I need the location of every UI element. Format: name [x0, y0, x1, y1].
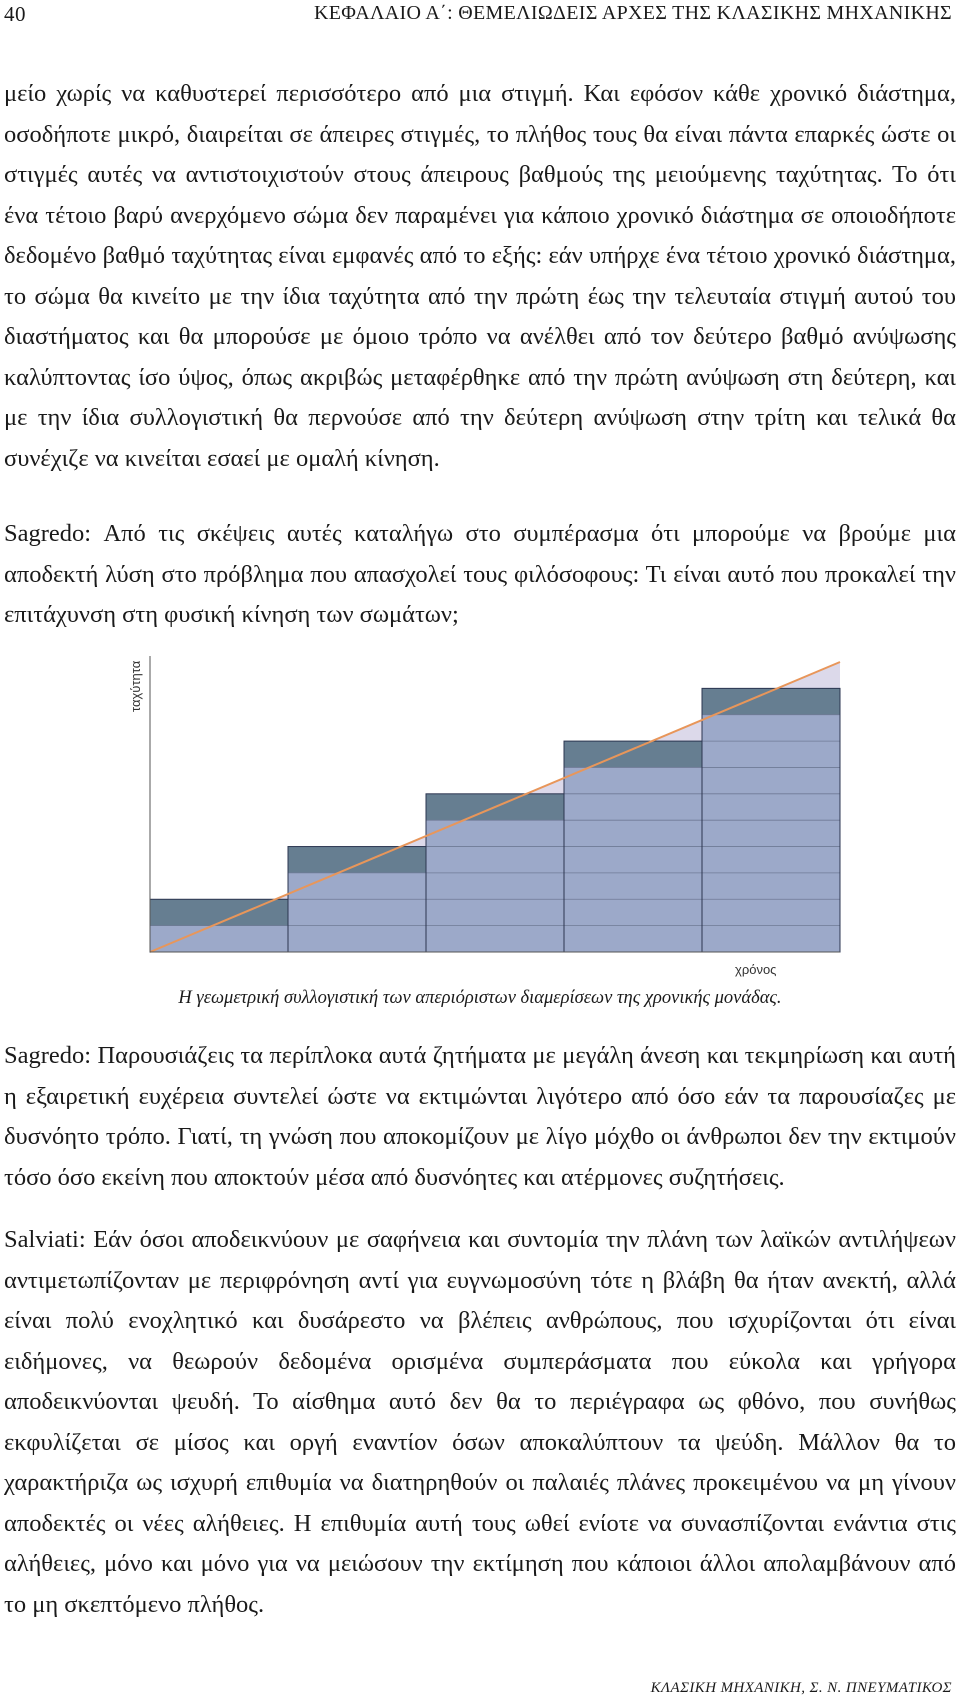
x-axis-label: χρόνος: [735, 962, 777, 977]
bar-step-2: [288, 847, 426, 873]
bar-step-4: [564, 741, 702, 767]
figure-caption: Η γεωμετρική συλλογιστική των απεριόριστων διαμερίσεων της χρονικής μονάδας.: [178, 988, 782, 1008]
speaker-label: Sagredo:: [4, 520, 92, 547]
page-header: [0, 0, 960, 56]
paragraph-text: Εάν όσοι αποδεικνύουν με σαφήνεια και συντομία την πλάνη των λαϊκών αντιλήψεων αντιμετωπίζονταν με περιφρόνηση αντί για ευγνωμοσύνη τότε η βλάβη θα ήταν ανεκτή, αλλά είναι πολύ ενοχλητικό και δυσάρεστο να βλέπεις ανθρώπους, που ισχυρίζονται ότι είναι ειδήμονες, να θεωρούν δεδομένα ορισμένα συμπεράσματα που εύκολα και γρήγορα αποδεικνύονται ψευδή. Το αίσθημα αυτό δεν θα το περιέγραφα ως φθόνο, που συνήθως εκφυλίζεται σε μίσος και οργή εναντίον όσων αποκαλύπτουν τα ψεύδη. Μάλλον θα το χαρακτήριζα ως ισχυρή επιθυμία να διατηρηθούν οι παλαιές πλάνες προκειμένου να μη γίνουν αποδεκτές οι νέες αλήθειες. Η επιθυμία αυτή τους ωθεί ενίοτε να συνασπίζονται ενάντια στις αλήθειες, μόνο και μόνο για να μειώσουν την εκτίμηση που κάποιοι άλλοι απολαμβάνουν από το μη σκεπτόμενο πλήθος.: [4, 1226, 956, 1618]
speaker-label: Sagredo:: [4, 1042, 92, 1069]
paragraph-2: [4, 514, 956, 636]
paragraph-4: [4, 1220, 956, 1625]
paragraph-text: Από τις σκέψεις αυτές καταλήγω στο συμπέρασμα ότι μπορούμε να βρούμε μια αποδεκτή λύση στο πρόβλημα που απασχολεί τους φιλόσοφους: Τι είναι αυτό που προκαλεί την επιτάχυνση στη φυσική κίνηση των σωμάτων;: [4, 520, 956, 628]
paragraph-text: Παρουσιάζεις τα περίπλοκα αυτά ζητήματα με μεγάλη άνεση και τεκμηρίωση και αυτή η εξαιρετική ευχέρεια συντελεί ώστε να εκτιμώνται λιγότερο από όσο εάν τα παρουσίαζες με δυσνόητο τρόπο. Γιατί, τη γνώση που αποκομίζουν με λίγο μόχθο οι άνθρωποι δεν την εκτιμούν τόσο όσο εκείνη που αποκτούν μέσα από δυσνόητες και ατέρμονες συζητήσεις.: [4, 1042, 956, 1191]
page-footer: ΚΛΑΣΙΚΗ ΜΗΧΑΝΙΚΗ, Σ. Ν. ΠΝΕΥΜΑΤΙΚΟΣ: [650, 1680, 952, 1696]
page-number: 40: [4, 2, 26, 26]
paragraph-3: [4, 1036, 956, 1198]
velocity-time-chart: [120, 650, 860, 990]
paragraph-1: μείο χωρίς να καθυστερεί περισσότερο από μια στιγμή. Και εφόσον κάθε χρονικό διάστημα, οσοδήποτε μικρό, διαιρείται σε άπειρες στιγμές, το πλήθος τους θα είναι πάντα επαρκές ώστε οι στιγμές αυτές να αντιστοιχιστούν στους άπειρους βαθμούς της μειούμενης ταχύτητας. Το ότι ένα τέτοιο βαρύ ανερχόμενο σώμα δεν παραμένει για κάποιο χρονικό διάστημα σε οποιοδήποτε δεδομένο βαθμό ταχύτητας είναι εμφανές από το εξής: εάν υπήρχε ένα τέτοιο χρονικό διάστημα, το σώμα θα κινείτο με την ίδια ταχύτητα από την πρώτη έως την τελευταία στιγμή αυτού του διαστήματος και θα μπορούσε με όμοιο τρόπο να ανέλθει από τον δεύτερο βαθμό ανύψωσης καλύπτοντας ίσο ύψος, όπως ακριβώς μεταφέρθηκε από την πρώτη ανύψωση στη δεύτερη, και με την ίδια συλλογιστική θα περνούσε από την δεύτερη ανύψωση στην τρίτη και τελικά θα συνέχιζε να κινείται εσαεί με ομαλή κίνηση.: [4, 80, 956, 472]
velocity-time-figure: [120, 650, 860, 990]
running-title: ΚΕΦΑΛΑΙΟ Α΄: ΘΕΜΕΛΙΩΔΕΙΣ ΑΡΧΕΣ ΤΗΣ ΚΛΑΣΙΚΗΣ ΜΗΧΑΝΙΚΗΣ: [314, 2, 952, 24]
y-axis-label: ταχύτητα: [128, 660, 143, 712]
speaker-label: Salviati:: [4, 1226, 86, 1253]
